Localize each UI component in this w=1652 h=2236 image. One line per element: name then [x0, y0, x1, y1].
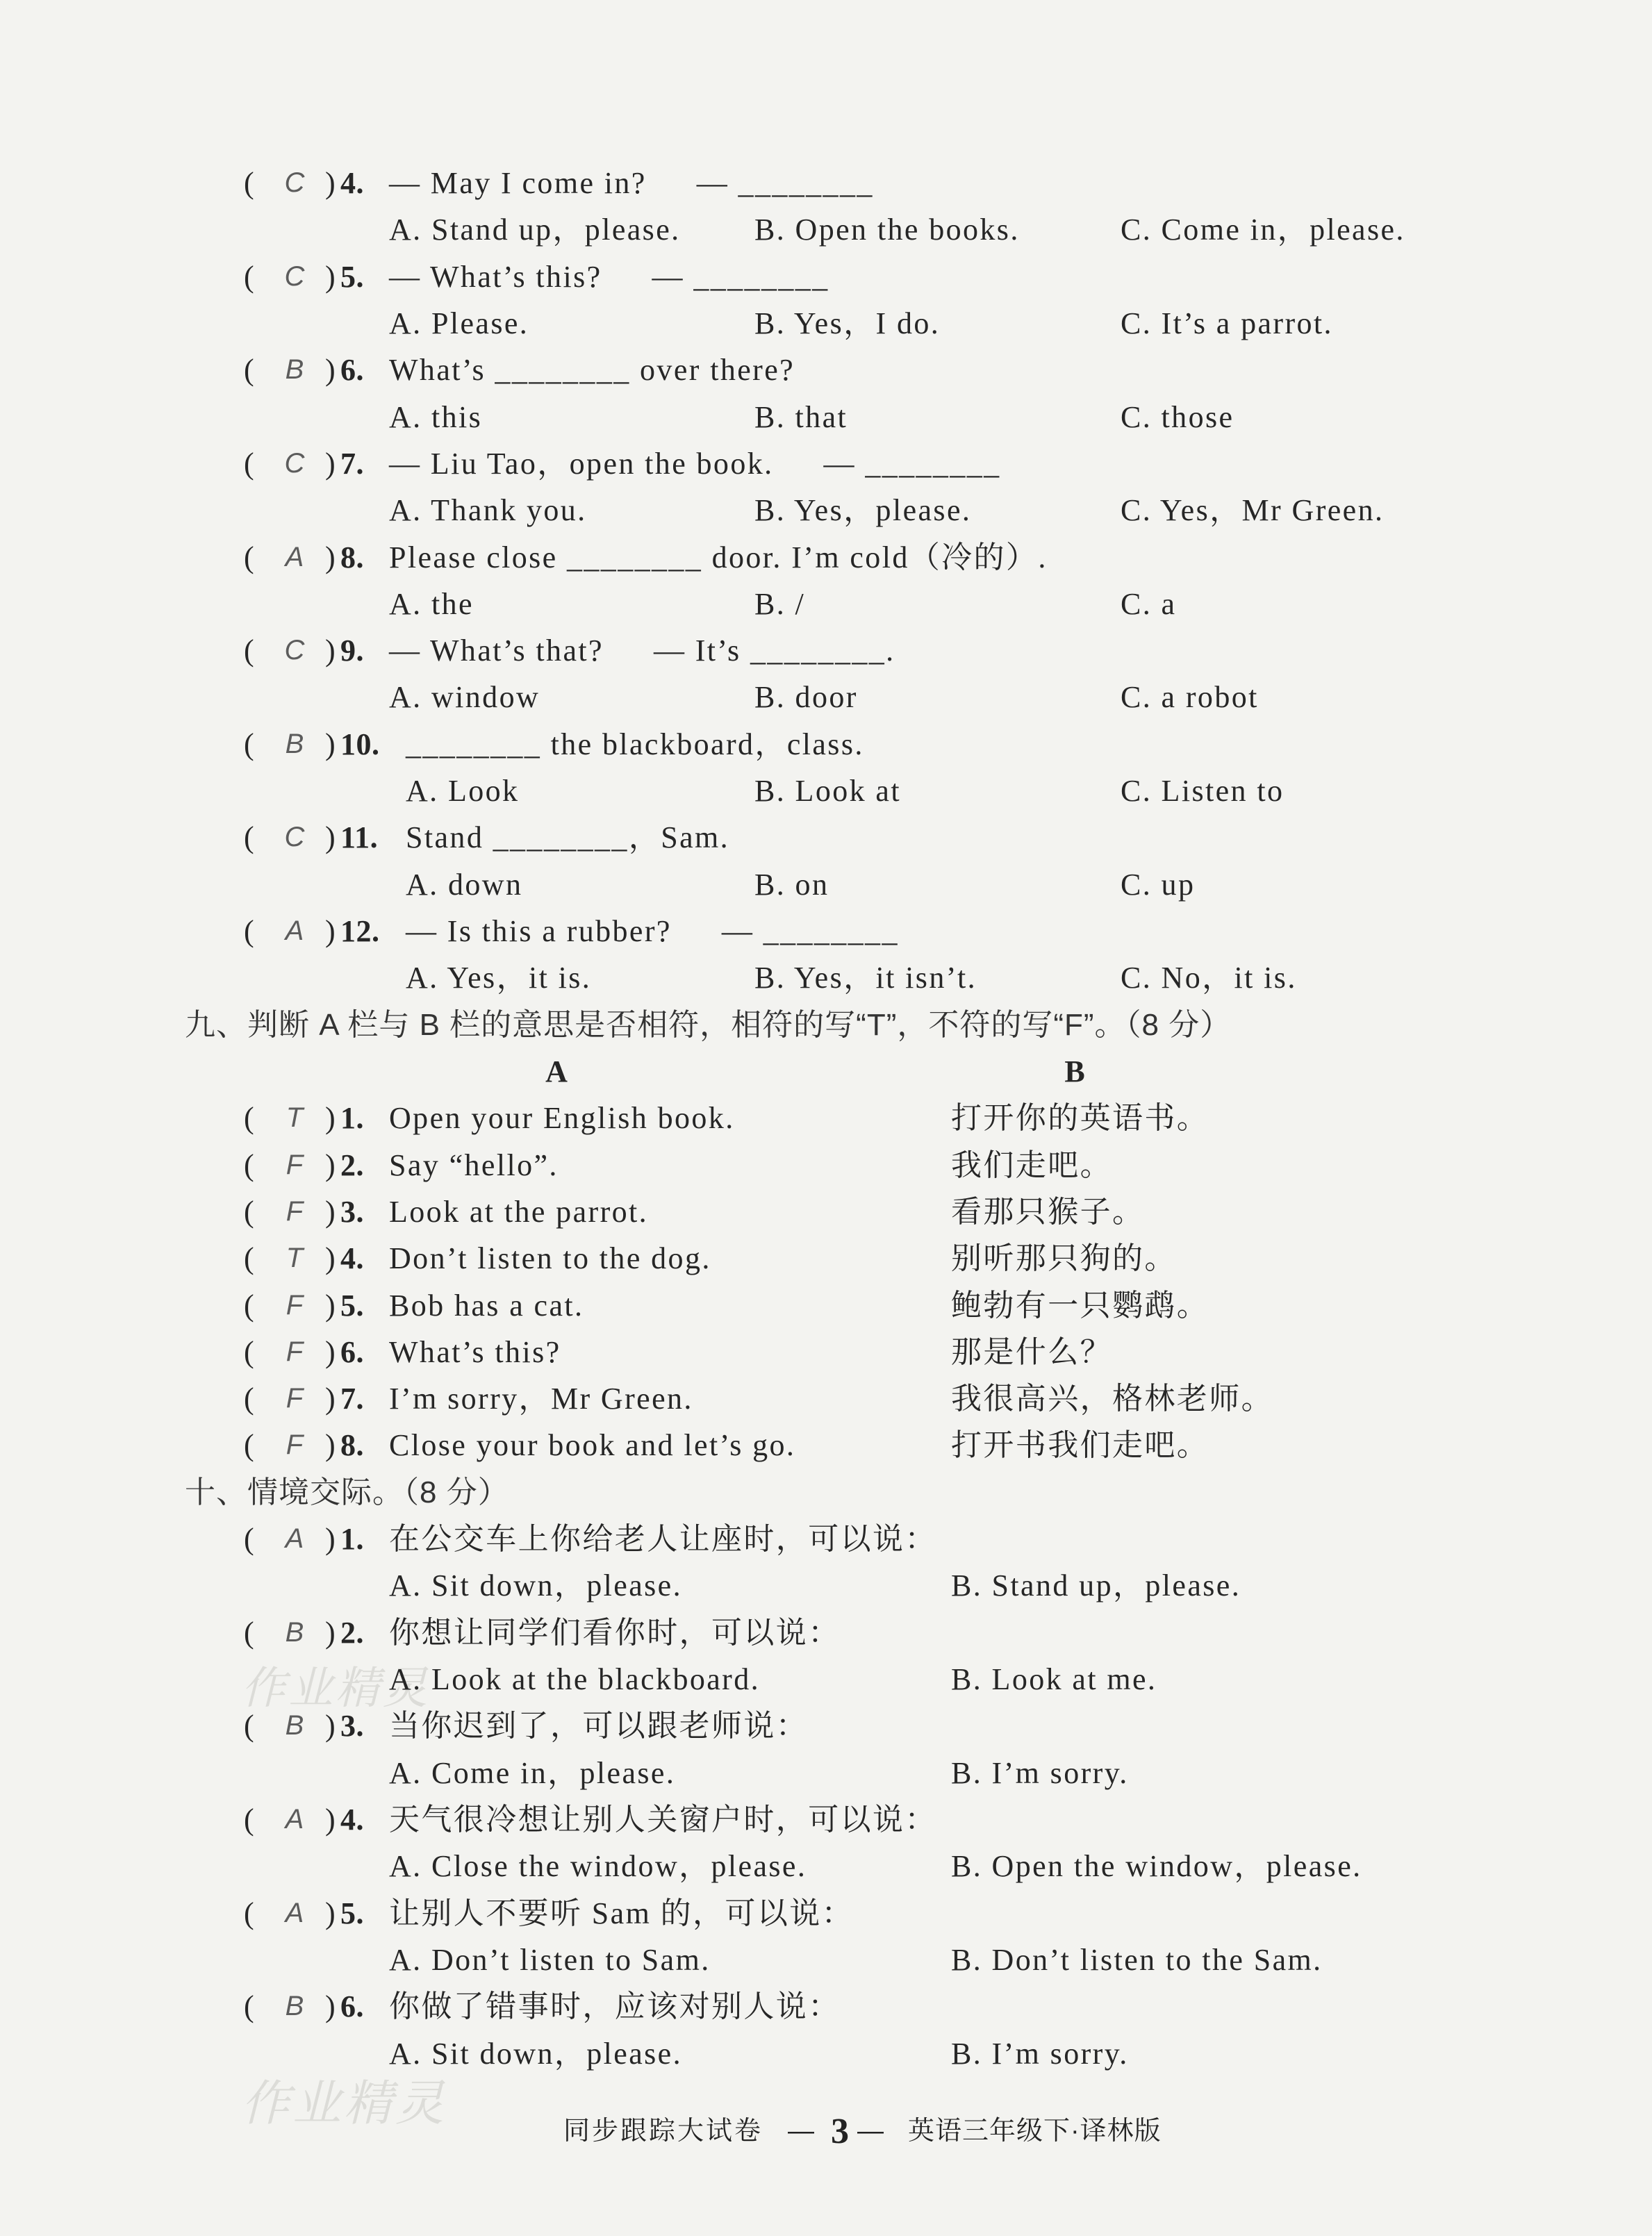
- answer-bracket-close: ): [325, 1989, 338, 2024]
- answer-letter: T: [286, 1102, 304, 1134]
- prompt-line: [0, 1516, 1652, 1562]
- column-a-text: Don’t listen to the dog.: [389, 1241, 711, 1276]
- answer-bracket-open: (: [244, 1382, 256, 1416]
- option-c: C. Come in，please.: [1121, 213, 1405, 247]
- answer-letter: C: [284, 447, 305, 479]
- option-a: A. Yes，it is.: [406, 961, 592, 995]
- question-9: [0, 627, 1652, 721]
- answer-letter: A: [285, 916, 304, 946]
- answer-bracket-open: (: [244, 259, 256, 294]
- match-item-6: [0, 1329, 1652, 1375]
- question-5: [0, 254, 1652, 347]
- column-a-text: Say “hello”.: [389, 1148, 559, 1182]
- answer-bracket-open: (: [244, 1709, 256, 1744]
- option-b: B. Look at: [754, 774, 901, 809]
- answer-bracket-close: ): [325, 1522, 338, 1557]
- answer-bracket-close: ): [325, 727, 338, 761]
- question-reply: — ________: [823, 446, 1001, 481]
- answer-bracket-open: (: [244, 1989, 256, 2024]
- answer-bracket-open: (: [244, 1802, 256, 1837]
- option-a: A. Close the window，please.: [389, 1849, 807, 1884]
- option-a: A. Sit down，please.: [389, 2036, 683, 2071]
- question-text: Please close ________ door. I’m cold（冷的）.: [389, 540, 1048, 574]
- question-text: What’s ________ over there?: [389, 353, 795, 388]
- question-reply: — ________: [721, 914, 899, 948]
- column-b-text: 打开你的英语书。: [951, 1101, 1209, 1136]
- prompt-line: [0, 1703, 1652, 1749]
- option-b: B. I’m sorry.: [951, 2036, 1129, 2071]
- situation-item-5: [0, 1890, 1652, 1984]
- option-c: C. those: [1121, 399, 1234, 434]
- column-headers: [0, 1048, 1652, 1095]
- answer-letter: F: [286, 1195, 304, 1227]
- option-a: A. window: [389, 680, 540, 715]
- option-a: A. Thank you.: [389, 493, 587, 528]
- column-b-text: 别听那只狗的。: [951, 1241, 1177, 1276]
- exam-sheet: [0, 160, 1652, 2077]
- question-line: [0, 347, 1652, 393]
- item-number: 4.: [340, 1241, 364, 1276]
- situation-item-6: [0, 1983, 1652, 2077]
- section-9-heading-row: [0, 1002, 1652, 1048]
- question-line: [0, 627, 1652, 674]
- options-line: [0, 954, 1652, 1001]
- options-line: [0, 300, 1652, 347]
- option-a: A. Please.: [389, 306, 529, 340]
- option-c: C. No，it is.: [1121, 961, 1297, 995]
- question-line: [0, 254, 1652, 300]
- option-a: A. down: [406, 867, 523, 902]
- answer-letter: F: [286, 1336, 304, 1367]
- answer-bracket-open: (: [244, 1194, 256, 1229]
- situation-item-1: [0, 1516, 1652, 1609]
- option-a: A. Come in，please.: [389, 1755, 676, 1790]
- option-a: A. Look at the blackboard.: [389, 1662, 761, 1696]
- situation-prompt: 在公交车上你给老人让座时，可以说：: [389, 1522, 937, 1557]
- column-a-text: Look at the parrot.: [389, 1194, 649, 1229]
- item-number: 1.: [340, 1522, 364, 1557]
- column-b-header: B: [1064, 1054, 1085, 1088]
- answer-bracket-close: ): [325, 633, 338, 668]
- column-b-text: 我很高兴，格林老师。: [951, 1382, 1273, 1416]
- answer-letter: F: [286, 1289, 304, 1320]
- question-line: [0, 534, 1652, 581]
- column-b-text: 打开书我们走吧。: [951, 1428, 1209, 1463]
- question-number: 9.: [340, 633, 364, 668]
- answer-letter: F: [286, 1430, 304, 1461]
- question-line: [0, 440, 1652, 487]
- option-b: B. Yes，I do.: [754, 306, 941, 340]
- question-11: [0, 814, 1652, 908]
- option-b: B. Open the books.: [754, 213, 1020, 247]
- footer-edition: 英语三年级下·译林版: [908, 2117, 1162, 2146]
- question-text: — What’s that?: [389, 633, 604, 668]
- question-number: 8.: [340, 540, 364, 574]
- option-c: C. a: [1121, 586, 1177, 621]
- question-stem: [389, 627, 895, 674]
- column-a-text: Bob has a cat.: [389, 1288, 584, 1323]
- item-number: 6.: [340, 1989, 364, 2024]
- item-number: 8.: [340, 1428, 364, 1463]
- option-b: B. Open the window，please.: [951, 1849, 1362, 1884]
- options-line: [0, 1656, 1652, 1703]
- question-number: 6.: [340, 353, 364, 388]
- answer-bracket-open: (: [244, 1522, 256, 1557]
- answer-bracket-close: ): [325, 353, 338, 388]
- column-a-header: A: [545, 1054, 568, 1088]
- option-a: A. the: [389, 586, 474, 621]
- option-b: B. that: [754, 399, 848, 434]
- option-c: C. It’s a parrot.: [1121, 306, 1333, 340]
- answer-bracket-close: ): [325, 1194, 338, 1229]
- answer-letter: C: [284, 822, 305, 853]
- question-number: 12.: [340, 914, 380, 948]
- question-line: [0, 814, 1652, 861]
- question-reply: — It’s ________.: [653, 633, 895, 668]
- match-item-1: [0, 1095, 1652, 1141]
- item-number: 1.: [340, 1101, 364, 1136]
- watermark-text: 作业精灵: [241, 1664, 430, 1713]
- item-number: 3.: [340, 1194, 364, 1229]
- match-item-2: [0, 1142, 1652, 1189]
- answer-bracket-open: (: [244, 1241, 256, 1276]
- answer-bracket-close: ): [325, 1334, 338, 1369]
- question-12: [0, 908, 1652, 1002]
- answer-bracket-close: ): [325, 259, 338, 294]
- question-line: [0, 721, 1652, 768]
- answer-bracket-close: ): [325, 1382, 338, 1416]
- question-number: 4.: [340, 166, 364, 200]
- question-stem: [389, 254, 829, 300]
- column-a-text: What’s this?: [389, 1334, 561, 1369]
- question-stem: [406, 908, 899, 954]
- match-item-3: [0, 1189, 1652, 1235]
- footer-book-title: 同步跟踪大试卷: [563, 2117, 763, 2146]
- watermark-text: 作业精灵: [241, 2078, 447, 2131]
- question-text: — May I come in?: [389, 166, 647, 200]
- answer-letter: A: [285, 1523, 304, 1555]
- option-b: B. on: [754, 867, 829, 902]
- situation-prompt: 你想让同学们看你时，可以说：: [389, 1615, 841, 1650]
- question-text: — What’s this?: [389, 259, 602, 294]
- question-stem: [389, 160, 874, 206]
- answer-bracket-close: ): [325, 446, 338, 481]
- situation-item-3: [0, 1703, 1652, 1796]
- item-number: 5.: [340, 1896, 364, 1930]
- answer-letter: C: [284, 260, 305, 292]
- answer-bracket-open: (: [244, 914, 256, 948]
- answer-bracket-open: (: [244, 540, 256, 574]
- match-item-7: [0, 1375, 1652, 1422]
- question-8: [0, 534, 1652, 628]
- question-reply: — ________: [696, 166, 874, 200]
- option-b: B. Stand up，please.: [951, 1568, 1241, 1603]
- answer-bracket-close: ): [325, 540, 338, 574]
- options-line: [0, 394, 1652, 440]
- answer-bracket-open: (: [244, 1101, 256, 1136]
- answer-bracket-open: (: [244, 1896, 256, 1930]
- options-line: [0, 1937, 1652, 1983]
- answer-bracket-close: ): [325, 1288, 338, 1323]
- question-number: 11.: [340, 820, 379, 855]
- section-9-heading: 九、判断 A 栏与 B 栏的意思是否相符，相符的写“T”，不符的写“F”。（8 分）: [185, 1007, 1232, 1042]
- answer-bracket-open: (: [244, 820, 256, 855]
- answer-letter: C: [284, 635, 305, 666]
- page-footer: [0, 2108, 1652, 2155]
- question-stem: [389, 440, 1001, 487]
- answer-bracket-open: (: [244, 1615, 256, 1650]
- option-a: A. Sit down，please.: [389, 1568, 683, 1603]
- column-a-text: I’m sorry，Mr Green.: [389, 1382, 693, 1416]
- answer-bracket-close: ): [325, 820, 338, 855]
- answer-letter: A: [285, 1897, 304, 1928]
- item-number: 2.: [340, 1148, 364, 1182]
- option-a: A. Don’t listen to Sam.: [389, 1942, 711, 1977]
- options-line: [0, 1562, 1652, 1609]
- question-6: [0, 347, 1652, 440]
- answer-letter: B: [285, 354, 304, 386]
- answer-bracket-close: ): [325, 166, 338, 200]
- option-a: A. Stand up，please.: [389, 213, 681, 247]
- option-b: B. Don’t listen to the Sam.: [951, 1942, 1323, 1977]
- column-a-text: Close your book and let’s go.: [389, 1428, 796, 1463]
- answer-bracket-open: (: [244, 1148, 256, 1182]
- column-a-text: Open your English book.: [389, 1101, 735, 1136]
- question-4: [0, 160, 1652, 254]
- answer-bracket-close: ): [325, 1709, 338, 1744]
- option-c: C. Yes，Mr Green.: [1121, 493, 1385, 528]
- options-line: [0, 1843, 1652, 1889]
- match-item-8: [0, 1422, 1652, 1468]
- section-10-heading-row: [0, 1469, 1652, 1516]
- options-line: [0, 861, 1652, 908]
- question-text: Stand ________，Sam.: [406, 820, 730, 855]
- answer-bracket-close: ): [325, 1896, 338, 1930]
- situation-prompt: 你做了错事时，应该对别人说：: [389, 1989, 841, 2024]
- question-number: 5.: [340, 259, 364, 294]
- item-number: 4.: [340, 1802, 364, 1837]
- question-10: [0, 721, 1652, 815]
- footer-dash: —: [788, 2117, 814, 2146]
- prompt-line: [0, 1983, 1652, 2030]
- answer-bracket-close: ): [325, 1428, 338, 1463]
- option-c: C. Listen to: [1121, 774, 1285, 809]
- prompt-line: [0, 1796, 1652, 1843]
- options-line: [0, 487, 1652, 533]
- question-reply: — ________: [652, 259, 829, 294]
- situation-prompt: 当你迟到了，可以跟老师说：: [389, 1709, 809, 1744]
- option-c: C. up: [1121, 867, 1196, 902]
- item-number: 3.: [340, 1709, 364, 1744]
- item-number: 7.: [340, 1382, 364, 1416]
- answer-letter: B: [285, 1991, 304, 2022]
- answer-bracket-open: (: [244, 1334, 256, 1369]
- item-number: 2.: [340, 1615, 364, 1650]
- options-line: [0, 674, 1652, 720]
- answer-bracket-open: (: [244, 353, 256, 388]
- question-text: ________ the blackboard，class.: [406, 727, 864, 761]
- answer-bracket-close: ): [325, 1615, 338, 1650]
- answer-letter: T: [286, 1243, 304, 1274]
- answer-letter: A: [285, 541, 304, 572]
- option-b: B. I’m sorry.: [951, 1755, 1129, 1790]
- answer-bracket-close: ): [325, 1101, 338, 1136]
- option-a: A. Look: [406, 774, 520, 809]
- match-item-4: [0, 1235, 1652, 1282]
- answer-letter: C: [284, 167, 305, 198]
- page-number: 3: [831, 2112, 849, 2151]
- answer-bracket-close: ): [325, 1802, 338, 1837]
- answer-letter: B: [285, 1710, 304, 1741]
- answer-bracket-open: (: [244, 727, 256, 761]
- question-7: [0, 440, 1652, 534]
- option-b: B. Look at me.: [951, 1662, 1157, 1696]
- column-b-text: 看那只猴子。: [951, 1194, 1145, 1229]
- question-number: 7.: [340, 446, 364, 481]
- option-c: C. a robot: [1121, 680, 1259, 715]
- answer-bracket-open: (: [244, 1428, 256, 1463]
- column-b-text: 鲍勃有一只鹦鹉。: [951, 1288, 1209, 1323]
- match-item-5: [0, 1282, 1652, 1329]
- answer-bracket-open: (: [244, 633, 256, 668]
- column-b-text: 我们走吧。: [951, 1148, 1112, 1182]
- situation-item-2: [0, 1609, 1652, 1703]
- option-b: B. door: [754, 680, 858, 715]
- footer-dash: —: [857, 2117, 884, 2146]
- question-line: [0, 908, 1652, 954]
- option-b: B. Yes，please.: [754, 493, 972, 528]
- answer-letter: F: [286, 1383, 304, 1414]
- item-number: 6.: [340, 1334, 364, 1369]
- options-line: [0, 581, 1652, 627]
- item-number: 5.: [340, 1288, 364, 1323]
- situation-item-4: [0, 1796, 1652, 1890]
- options-line: [0, 2030, 1652, 2077]
- question-text: — Is this a rubber?: [406, 914, 672, 948]
- answer-letter: A: [285, 1803, 304, 1835]
- answer-bracket-close: ): [325, 914, 338, 948]
- options-line: [0, 1750, 1652, 1796]
- options-line: [0, 206, 1652, 253]
- question-line: [0, 160, 1652, 206]
- option-a: A. this: [389, 399, 483, 434]
- situation-prompt: 让别人不要听 Sam 的，可以说：: [389, 1896, 854, 1930]
- column-b-text: 那是什么？: [951, 1334, 1112, 1369]
- answer-bracket-close: ): [325, 1148, 338, 1182]
- option-b: B. /: [754, 586, 806, 621]
- answer-letter: B: [285, 1616, 304, 1648]
- answer-letter: B: [285, 728, 304, 759]
- answer-letter: F: [286, 1149, 304, 1180]
- section-10-heading: 十、情境交际。（8 分）: [185, 1475, 509, 1509]
- prompt-line: [0, 1609, 1652, 1656]
- option-b: B. Yes，it isn’t.: [754, 961, 977, 995]
- question-text: — Liu Tao，open the book.: [389, 446, 774, 481]
- question-number: 10.: [340, 727, 380, 761]
- answer-bracket-close: ): [325, 1241, 338, 1276]
- prompt-line: [0, 1890, 1652, 1937]
- situation-prompt: 天气很冷想让别人关窗户时，可以说：: [389, 1802, 937, 1837]
- answer-bracket-open: (: [244, 1288, 256, 1323]
- options-line: [0, 768, 1652, 814]
- answer-bracket-open: (: [244, 166, 256, 200]
- answer-bracket-open: (: [244, 446, 256, 481]
